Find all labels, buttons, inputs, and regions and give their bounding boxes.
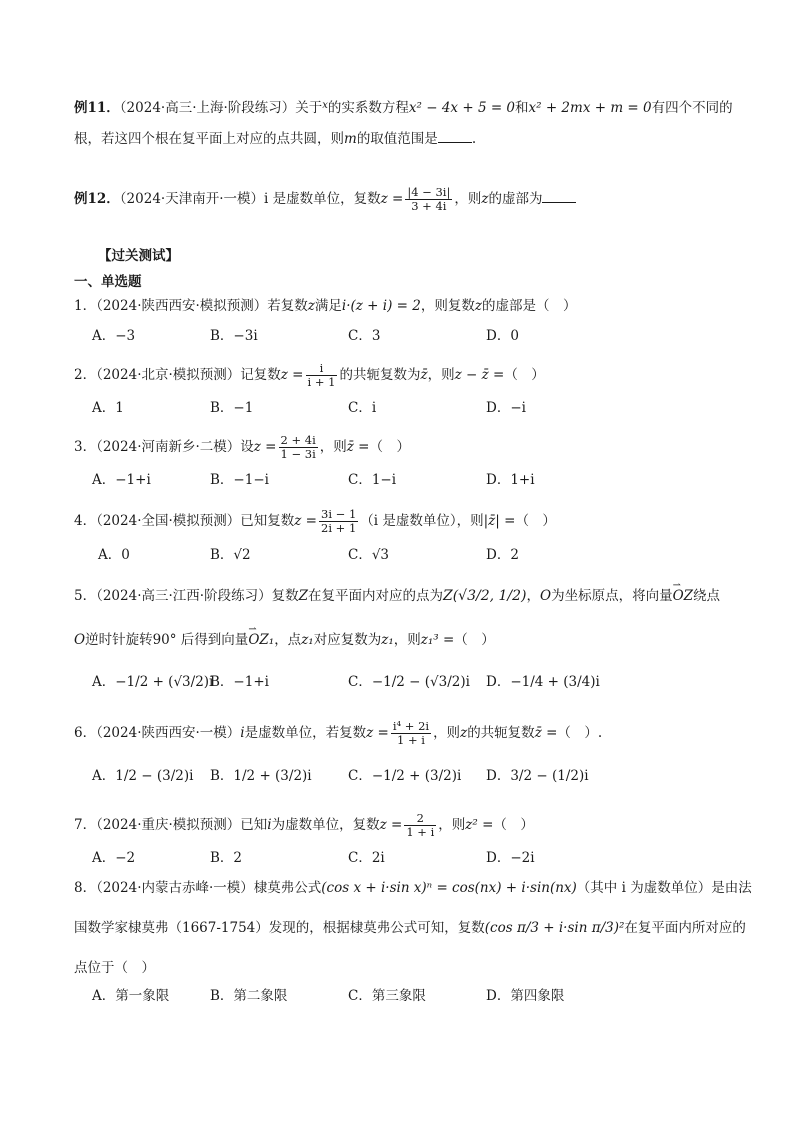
- q5-text: 对应复数为: [313, 632, 382, 648]
- q5-point: Z(√3/2, 1/2): [442, 588, 527, 604]
- q6-option-c[interactable]: C．−1/2 + (3/2)i: [348, 768, 462, 784]
- q5-stem-line2: [74, 630, 495, 650]
- q1-option-a[interactable]: A．−3: [92, 328, 136, 344]
- q4-fraction: [319, 508, 358, 535]
- q2-option-b[interactable]: B．−1: [210, 400, 254, 416]
- q8-stem-line1: [74, 878, 752, 898]
- ex12-var-z: z: [481, 191, 489, 207]
- q3-denominator: 1 − 3i: [280, 447, 316, 461]
- subsection-title: 一、单选题: [74, 274, 142, 290]
- q5-expression: z₁³ =: [420, 632, 455, 648]
- q2-option-c[interactable]: C．i: [348, 400, 377, 416]
- q4-expression: |z̄| =: [483, 513, 516, 529]
- q3-zbar: z̄ =: [346, 439, 370, 455]
- q5-option-b[interactable]: B．−1+i: [210, 674, 269, 690]
- q1-var-z: z: [474, 298, 482, 314]
- q8-text: 在复平面内所对应的: [624, 920, 746, 936]
- q5-text: 绕点: [693, 588, 721, 604]
- q7-text: ，则: [438, 817, 466, 833]
- q3-option-a[interactable]: A．−1+i: [92, 472, 151, 488]
- q7-text: 7．（2024·重庆·模拟预测）已知: [74, 817, 268, 833]
- q2-stem: [74, 362, 545, 389]
- q3-text: ，则: [319, 439, 347, 455]
- q3-text: 3．（2024·河南新乡·二模）设: [74, 439, 254, 455]
- q1-text: 的虚部是（ ）: [481, 298, 577, 314]
- q5-option-c[interactable]: C．−1/2 − (√3/2)i: [348, 674, 470, 690]
- q5-text: 为坐标原点，将向量: [551, 588, 673, 604]
- ex12-answer-blank: [542, 188, 576, 203]
- q4-text: 4．（2024·全国·模拟预测）已知复数: [74, 513, 295, 529]
- q7-option-b[interactable]: B．2: [210, 850, 243, 866]
- q8-text: 8．（2024·内蒙古赤峰·一模）棣莫弗公式: [74, 880, 322, 896]
- ex11-text: 关于: [295, 100, 323, 116]
- ex11-line2: [74, 128, 476, 149]
- q6-fraction: [391, 720, 431, 747]
- q6-text: 是虚数单位，若复数: [244, 725, 367, 741]
- q6-text: ，则: [433, 725, 461, 741]
- q5-text: 5．（2024·高三·江西·阶段练习）复数: [74, 588, 299, 604]
- ex11-number: 例11．: [74, 100, 120, 116]
- q8-expression: (cos π/3 + i·sin π/3)²: [484, 920, 625, 936]
- q8-text: （其中 i 为虚数单位）是由法: [576, 880, 752, 896]
- ex11-text: 有四个不同的: [651, 100, 733, 116]
- ex11-var-x: x: [322, 100, 328, 111]
- q6-text: 6．（2024·陕西西安·一模）: [74, 725, 241, 741]
- q5-text: ，点: [274, 632, 302, 648]
- q8-option-a[interactable]: A．第一象限: [92, 988, 170, 1004]
- q6-var-i: i: [240, 725, 245, 741]
- q2-z-eq: z =: [280, 367, 304, 383]
- q8-stem-line3: 点位于（ ）: [74, 960, 155, 976]
- q6-denominator: 1 + i: [396, 733, 425, 747]
- q7-z-eq: z =: [379, 817, 403, 833]
- ex11-answer-blank: [438, 128, 472, 143]
- q8-option-b[interactable]: B．第二象限: [210, 988, 288, 1004]
- q3-text: （ ）: [369, 439, 410, 455]
- q7-text: （ ）: [493, 817, 534, 833]
- ex12-numerator: |4 − 3i|: [407, 185, 451, 199]
- ex12-z-eq: z =: [380, 191, 404, 207]
- ex12-number: 例12．: [74, 191, 120, 207]
- q1-text: ，则复数: [420, 298, 475, 314]
- q4-option-c[interactable]: C．√3: [348, 547, 390, 563]
- q5-text: 在复平面内对应的点为: [307, 588, 443, 604]
- q6-numerator: i⁴ + 2i: [392, 719, 430, 733]
- q7-var-i: i: [267, 817, 272, 833]
- q8-stem-line2: [74, 918, 746, 938]
- q4-option-d[interactable]: D．2: [486, 547, 519, 563]
- ex12-text: 的虚部为: [488, 191, 543, 207]
- q2-fraction: [306, 362, 338, 389]
- q4-option-a[interactable]: A．0: [98, 547, 130, 563]
- q6-option-a[interactable]: A．1/2 − (3/2)i: [92, 768, 194, 784]
- q5-text: ，则: [393, 632, 421, 648]
- q1-var-z: z: [307, 298, 315, 314]
- q5-var-z1: z₁: [301, 632, 314, 648]
- q5-var-z1: z₁: [381, 632, 394, 648]
- q5-option-d[interactable]: D．−1/4 + (3/4)i: [486, 674, 600, 690]
- q7-expression: z² =: [465, 817, 494, 833]
- q7-option-d[interactable]: D．−2i: [486, 850, 535, 866]
- ex11-text: .: [471, 131, 477, 147]
- q5-vector-oz: ⇀ OZ: [673, 586, 693, 606]
- q6-option-d[interactable]: D．3/2 − (1/2)i: [486, 768, 589, 784]
- q5-stem-line1: [74, 586, 720, 606]
- q5-text: （ ）: [454, 632, 495, 648]
- q8-formula: (cos x + i·sin x)ⁿ = cos(nx) + i·sin(nx): [321, 880, 577, 896]
- q4-numerator: 3i − 1: [321, 507, 357, 521]
- q3-option-b[interactable]: B．−1−i: [210, 472, 269, 488]
- q6-stem: [74, 720, 602, 747]
- section-title: 【过关测试】: [98, 248, 179, 264]
- q1-option-b[interactable]: B．−3i: [210, 328, 258, 344]
- ex12-denominator: 3 + 4i: [411, 199, 447, 213]
- q5-var-O: O: [540, 588, 552, 604]
- ex11-var-m: m: [344, 131, 357, 147]
- q2-zbar: z̄: [420, 367, 428, 383]
- q1-expression: i·(z + i) = 2: [341, 298, 421, 314]
- q8-text: 国数学家棣莫弗（1667-1754）发现的，根据棣莫弗公式可知，复数: [74, 920, 485, 936]
- q6-option-b[interactable]: B．1/2 + (3/2)i: [210, 768, 312, 784]
- ex12-source: （2024·天津南开·一模）: [119, 191, 264, 207]
- ex11-text: 的取值范围是: [356, 131, 438, 147]
- q8-option-d[interactable]: D．第四象限: [486, 988, 565, 1004]
- ex11-text: 的实系数方程: [327, 100, 409, 116]
- q7-option-c[interactable]: C．2i: [348, 850, 385, 866]
- q1-option-c[interactable]: C．3: [348, 328, 381, 344]
- q6-zbar: z̄ =: [534, 725, 558, 741]
- q2-expression: z − z̄ =: [454, 367, 505, 383]
- q6-z-eq: z =: [366, 725, 389, 741]
- ex11-equation-2: x² + 2mx + m = 0: [528, 100, 652, 116]
- q7-text: 为虚数单位，复数: [271, 817, 380, 833]
- q5-text: 逆时针旋转90° 后得到向量: [85, 632, 249, 648]
- q7-numerator: 2: [404, 812, 436, 826]
- q2-denominator: i + 1: [307, 375, 336, 389]
- ex12-fraction: [405, 186, 452, 213]
- q2-text: （ ）: [504, 367, 545, 383]
- q3-numerator: 2 + 4i: [280, 433, 316, 447]
- ex11-source: （2024·高三·上海·阶段练习）: [119, 100, 296, 116]
- q7-denominator: 1 + i: [406, 825, 435, 839]
- q7-option-a[interactable]: A．−2: [92, 850, 136, 866]
- q5-option-a[interactable]: A．−1/2 + (√3/2)i: [92, 674, 214, 690]
- ex12-line: [74, 186, 576, 213]
- q3-stem: [74, 434, 410, 461]
- q4-option-b[interactable]: B．√2: [210, 547, 251, 563]
- q4-text: （i 是虚数单位），则: [360, 513, 484, 529]
- q1-text: 满足: [314, 298, 342, 314]
- q4-z-eq: z =: [294, 513, 317, 529]
- ex12-text: i 是虚数单位，复数: [264, 191, 381, 207]
- ex11-equation-1: x² − 4x + 5 = 0: [408, 100, 516, 116]
- q8-option-c[interactable]: C．第三象限: [348, 988, 426, 1004]
- q6-var-z: z: [460, 725, 468, 741]
- ex12-text: ，则: [454, 191, 482, 207]
- q1-stem: [74, 296, 576, 316]
- q1-option-d[interactable]: D．0: [486, 328, 519, 344]
- q2-numerator: i: [306, 362, 338, 376]
- q2-text: ，则: [427, 367, 455, 383]
- q7-fraction: [404, 812, 436, 839]
- q5-vector-oz1: ⇀ OZ₁: [248, 630, 274, 650]
- q5-text: ，: [526, 588, 541, 604]
- q2-option-a[interactable]: A．1: [92, 400, 124, 416]
- q2-option-d[interactable]: D．−i: [486, 400, 526, 416]
- ex11-text: 和: [515, 100, 529, 116]
- q5-var-Z: Z: [298, 588, 308, 604]
- q6-text: 的共轭复数: [467, 725, 535, 741]
- q4-stem: [74, 508, 556, 535]
- q4-denominator: 2i + 1: [321, 521, 357, 535]
- q2-text: 的共轭复数为: [339, 367, 421, 383]
- q3-z-eq: z =: [253, 439, 277, 455]
- q1-text: 1．（2024·陕西西安·模拟预测）若复数: [74, 298, 308, 314]
- q3-fraction: [279, 434, 318, 461]
- q2-text: 2．（2024·北京·模拟预测）记复数: [74, 367, 281, 383]
- ex11-line1: [74, 96, 733, 118]
- q6-text: （ ）.: [557, 725, 603, 741]
- q4-text: （ ）: [515, 513, 556, 529]
- q7-stem: [74, 812, 534, 839]
- q3-option-c[interactable]: C．1−i: [348, 472, 397, 488]
- q3-option-d[interactable]: D．1+i: [486, 472, 535, 488]
- q5-var-O: O: [74, 632, 86, 648]
- ex11-text: 根，若这四个根在复平面上对应的点共圆，则: [74, 131, 344, 147]
